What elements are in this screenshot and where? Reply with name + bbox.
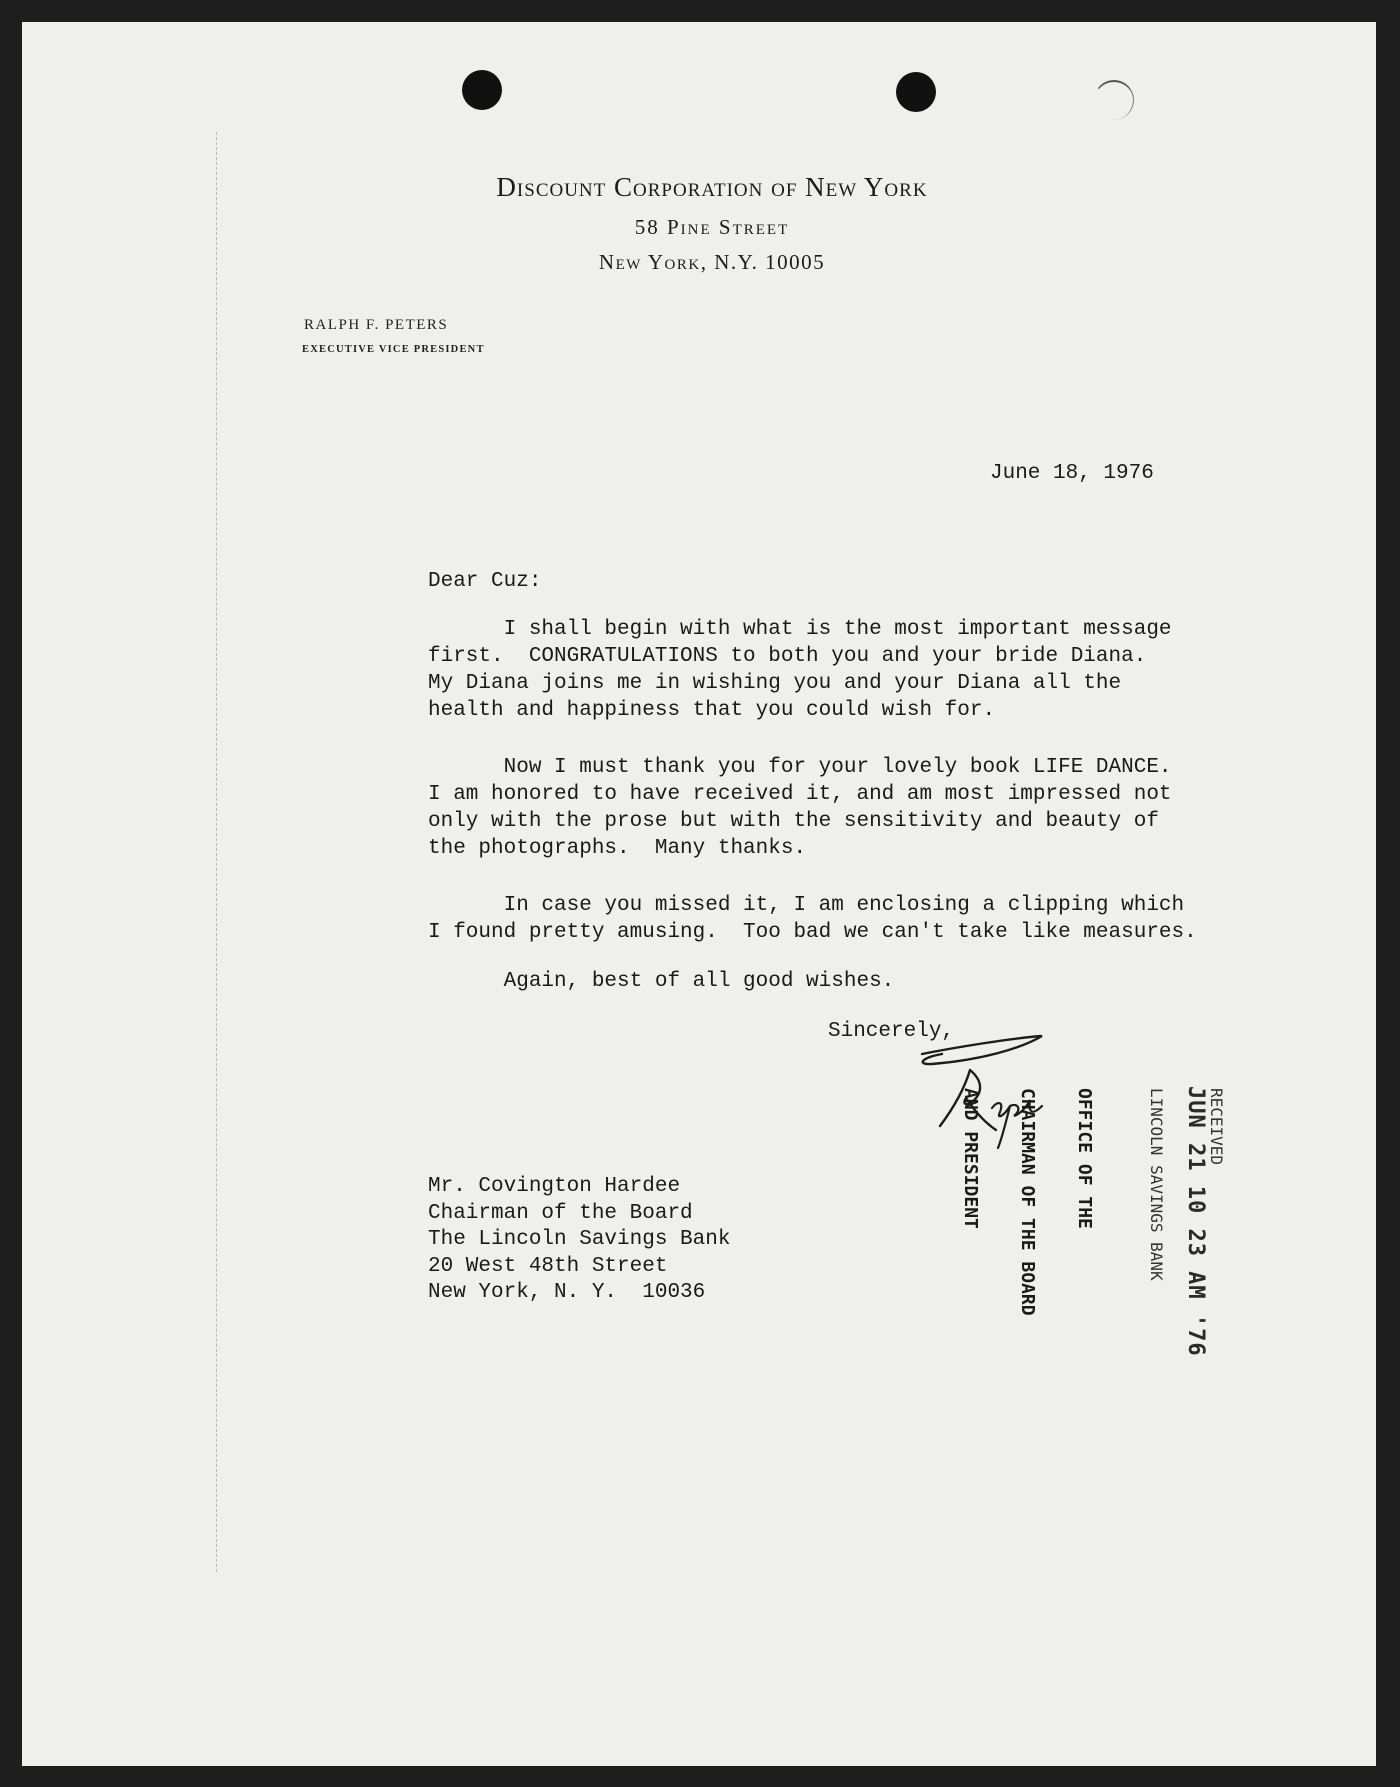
stamp-line: RECEIVED	[1207, 1088, 1226, 1166]
punch-hole-left	[462, 70, 502, 110]
letterhead-city: New York, N.Y. 10005	[598, 250, 826, 274]
punch-hole-mark	[1094, 80, 1134, 120]
paragraph-1	[428, 616, 1172, 724]
paragraph-line: My Diana joins me in wishing you and your Diana all the	[428, 672, 1122, 695]
received-stamp	[1106, 1088, 1266, 1281]
address-line: Mr. Covington Hardee	[428, 1175, 681, 1198]
punch-hole-right	[896, 72, 936, 112]
paragraph-line: In case you missed it, I am enclosing a clipping which	[428, 894, 1185, 917]
address-line: New York, N. Y. 10036	[428, 1281, 706, 1304]
paragraph-line: first. CONGRATULATIONS to both you and your bride Diana.	[428, 645, 1147, 668]
paragraph-3	[428, 892, 1197, 946]
paragraph-line: only with the prose but with the sensitivity and beauty of	[428, 810, 1159, 833]
sender-name: RALPH F. PETERS	[304, 317, 449, 333]
paragraph-line: Again, best of all good wishes.	[428, 970, 895, 993]
letter-date: June 18, 1976	[990, 462, 1154, 485]
paragraph-line: I am honored to have received it, and am most impressed not	[428, 783, 1172, 806]
paragraph-2	[428, 754, 1172, 862]
paragraph-line: Now I must thank you for your lovely book LIFE DANCE.	[428, 756, 1172, 779]
paragraph-4	[428, 968, 894, 995]
letterhead-street: 58 Pine Street	[634, 215, 790, 239]
page-margin-line	[216, 132, 217, 1572]
date-received-stamp: JUN 21 10 23 AM '76	[1183, 1086, 1208, 1357]
paragraph-line: I shall begin with what is the most important message	[428, 618, 1172, 641]
office-stamp	[923, 1088, 1132, 1316]
stamp-line: OFFICE OF THE	[1074, 1088, 1095, 1229]
paragraph-line: the photographs. Many thanks.	[428, 837, 807, 860]
paragraph-line: health and happiness that you could wish for.	[428, 699, 996, 722]
recipient-address	[428, 1174, 730, 1307]
address-line: The Lincoln Savings Bank	[428, 1228, 731, 1251]
address-line: Chairman of the Board	[428, 1201, 693, 1225]
letterhead-company: Discount Corporation of New York	[496, 172, 928, 202]
address-line: 20 West 48th Street	[428, 1254, 668, 1278]
stamp-line: CHAIRMAN OF THE BOARD	[1017, 1088, 1038, 1316]
letter-page	[22, 22, 1376, 1766]
stamp-line: AND PRESIDENT	[960, 1088, 981, 1229]
salutation: Dear Cuz:	[428, 570, 542, 593]
stamp-line: LINCOLN SAVINGS BANK	[1147, 1088, 1166, 1281]
sender-title: EXECUTIVE VICE PRESIDENT	[302, 344, 485, 355]
closing: Sincerely,	[828, 1020, 955, 1043]
paragraph-line: I found pretty amusing. Too bad we can't take like measures.	[428, 921, 1197, 944]
